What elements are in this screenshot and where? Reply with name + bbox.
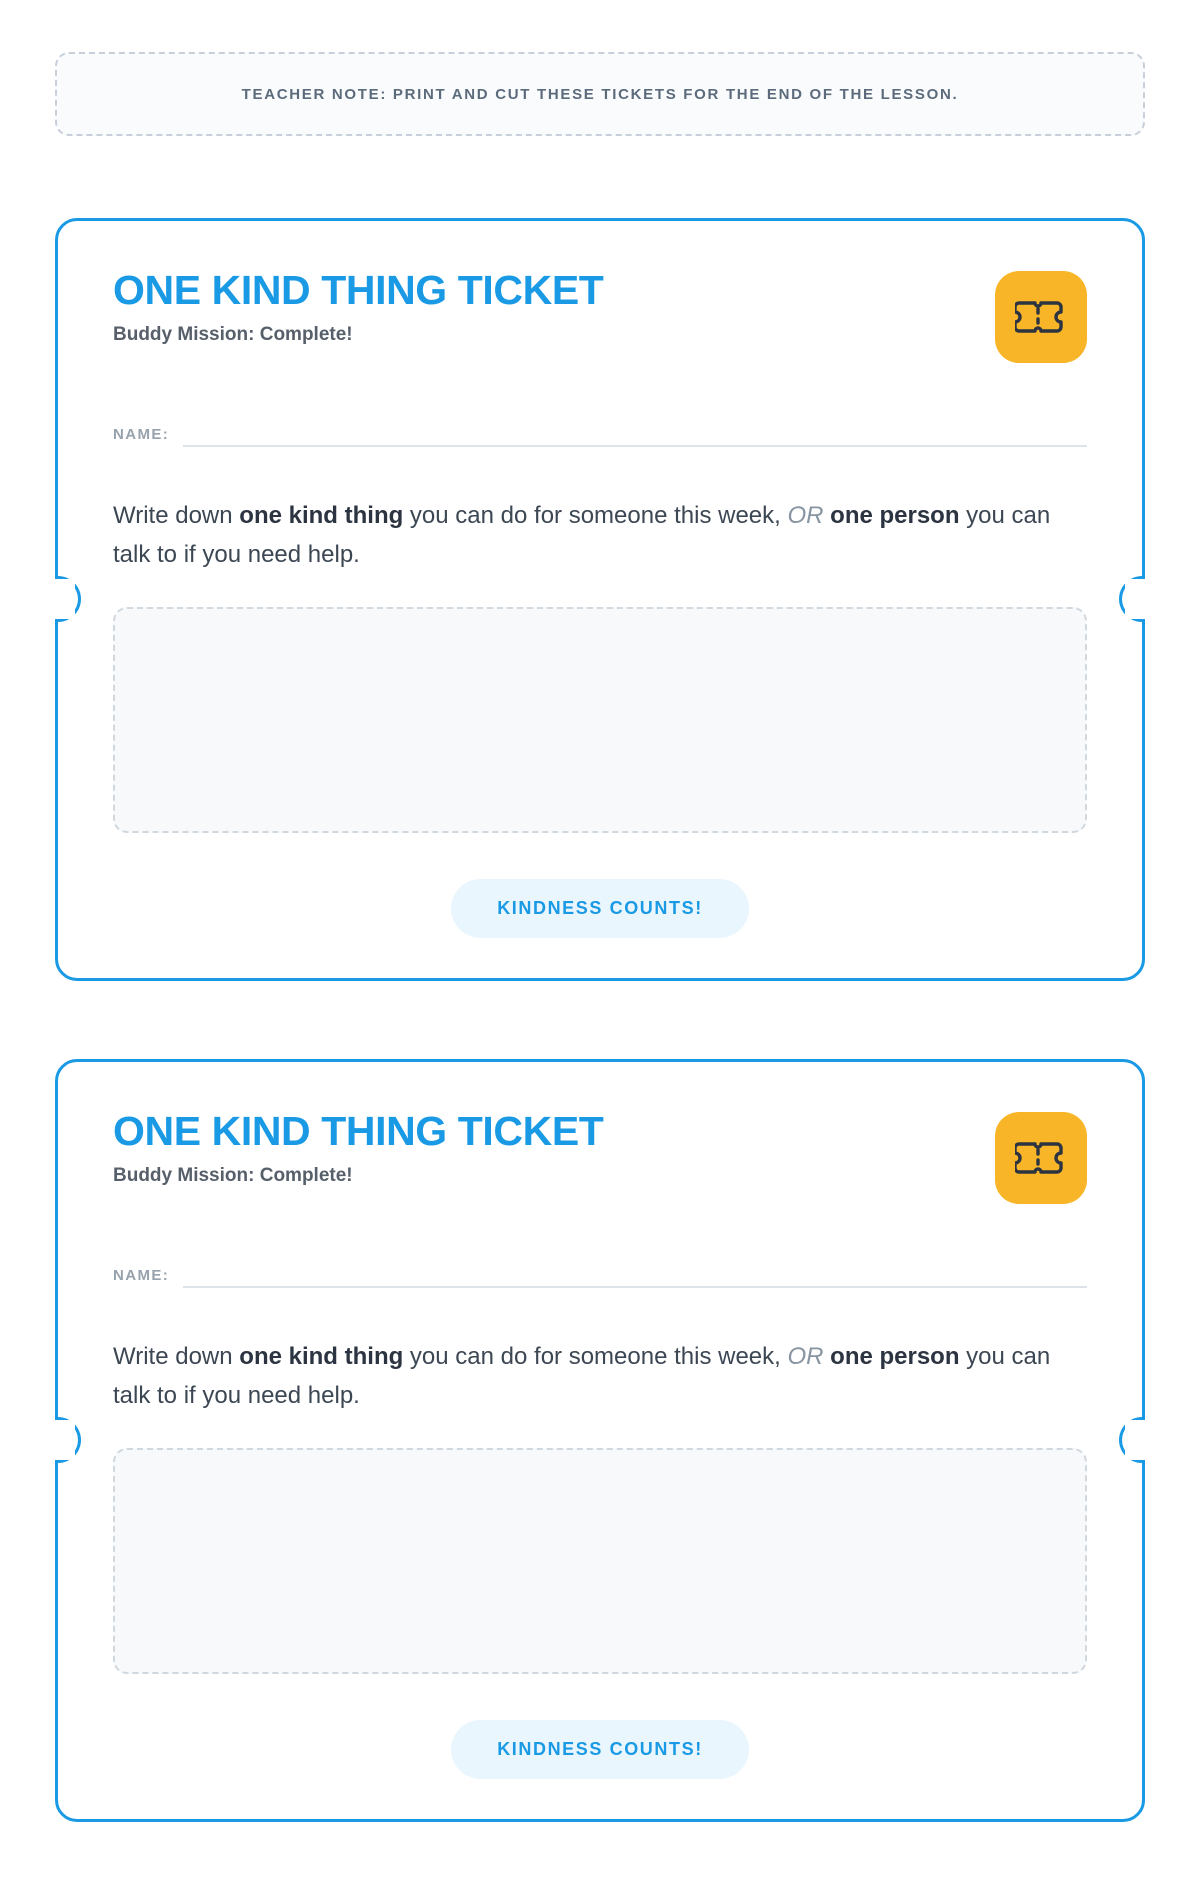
prompt-part-1: Write down [113,502,240,529]
name-input[interactable] [183,1262,1087,1288]
ticket-card [55,1059,1145,1822]
prompt-italic-1: OR [787,1342,824,1370]
prompt-italic-1: OR [787,502,824,529]
ticket-footer [113,879,1087,938]
prompt-part-3: you can talk to if you need help. [113,1342,1051,1409]
answer-area[interactable] [113,1448,1087,1674]
prompt-part-3: you can talk to if you need help. [113,502,1051,568]
ticket-title: ONE KIND THING TICKET [113,267,604,313]
prompt-bold-1: one kind thing [239,502,404,529]
prompt-bold-2: one person [823,1342,960,1370]
prompt-part-2: you can do for someone this week, [403,502,788,529]
ticket-header [113,1107,1087,1204]
ticket-subtitle: Buddy Mission: Complete! [113,324,353,346]
name-label: NAME: [113,426,170,443]
ticket-notch-right-mask [1125,579,1143,619]
ticket-subtitle: Buddy Mission: Complete! [113,1164,353,1186]
teacher-note [55,52,1145,136]
name-row [113,1262,1087,1288]
name-label: NAME: [113,1266,170,1284]
ticket-notch-left-mask [57,579,75,619]
ticket-prompt [113,497,1087,575]
prompt-bold-2: one person [823,502,960,529]
ticket-notch-left-mask [57,1420,75,1460]
answer-area[interactable] [113,607,1087,833]
ticket-card [55,218,1145,981]
prompt-part-1: Write down [113,1342,240,1370]
ticket-header [113,269,1087,363]
ticket-heading-group [113,1107,604,1187]
ticket-title: ONE KIND THING TICKET [113,1107,604,1154]
name-input[interactable] [183,421,1087,447]
teacher-note-text: TEACHER NOTE: PRINT AND CUT THESE TICKETS FOR THE END OF THE LESSON. [241,85,959,103]
prompt-part-2: you can do for someone this week, [403,1342,788,1370]
ticket-footer [113,1720,1087,1779]
ticket-icon [995,1112,1087,1204]
ticket-notch-right-mask [1125,1420,1143,1460]
kindness-counts-badge[interactable]: KINDNESS COUNTS! [451,879,749,938]
ticket-heading-group [113,269,603,346]
name-row [113,421,1087,447]
prompt-bold-1: one kind thing [239,1342,404,1370]
ticket-icon [995,271,1087,363]
ticket-prompt [113,1338,1087,1416]
kindness-counts-badge[interactable]: KINDNESS COUNTS! [451,1720,749,1779]
